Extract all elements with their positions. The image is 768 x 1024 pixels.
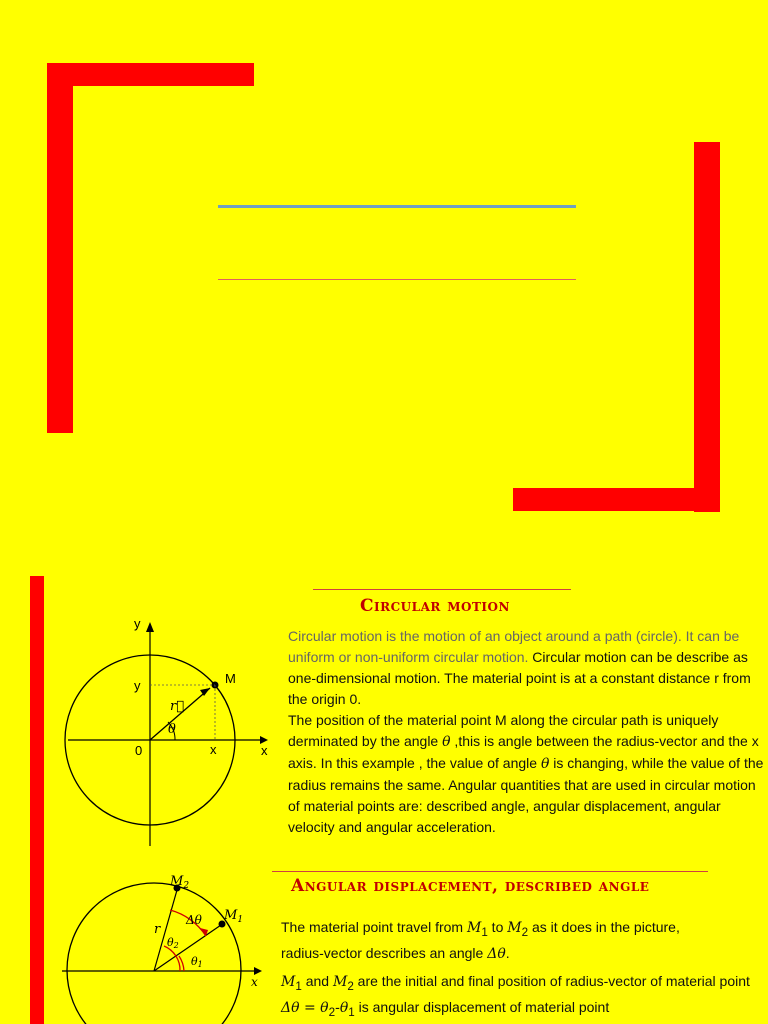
equation-part2: -θ	[335, 999, 349, 1016]
angular-displacement-diagram	[56, 870, 266, 1024]
section2-l3-a: and	[301, 972, 333, 989]
frame-top-left-horizontal	[47, 63, 254, 86]
frame-bottom-right-vertical	[694, 142, 720, 512]
radius-M1	[154, 925, 221, 971]
symbol-M1: M	[466, 920, 482, 936]
label-delta-theta: Δθ	[186, 913, 202, 927]
section2-rule	[272, 871, 708, 872]
y-axis-arrow	[146, 622, 154, 632]
label-y: y	[134, 678, 141, 693]
label-r: r	[154, 922, 161, 937]
section2-l3-b: are the initial and final position of radius-vector of material point	[353, 972, 750, 989]
section2-l4-b: is angular displacement of material point	[354, 998, 610, 1015]
section1-rule	[313, 589, 571, 590]
label-theta2: θ2	[167, 936, 179, 950]
section1-p2-c: is changing, while the value of the radius remains the same. Angular quantities that are used in circular motion of material points are: described angle, angular displacement, angular velocity and angular acceleration.	[288, 755, 764, 835]
label-M2: $M_2$	[170, 874, 190, 891]
label-x-2: x	[251, 975, 258, 989]
section2-l1-c: as it does in the picture,	[528, 919, 680, 935]
label-x: x	[210, 742, 217, 757]
title-rule-blue	[218, 205, 576, 208]
section2-title: Angular displacement, described angle	[291, 876, 650, 896]
theta-symbol: θ	[540, 756, 550, 772]
section2-l1-a: The material point travel from	[281, 919, 467, 935]
symbol-M2-b: M	[332, 973, 348, 990]
label-M: M	[225, 671, 236, 686]
equation-part1: Δθ = θ	[281, 999, 329, 1016]
symbol-M2: M	[507, 920, 522, 936]
sub-2c: 2	[328, 1005, 336, 1019]
section1-p1-black: Circular motion can be describe as one-dimensional motion. The material point is at a constant distance r from the origin 0.	[288, 649, 751, 707]
title-rule-red	[218, 279, 576, 280]
frame-bottom-right-horizontal	[513, 488, 720, 511]
label-theta: θ	[168, 722, 176, 737]
path-circle-2	[67, 883, 244, 1024]
sub-2b: 2	[347, 979, 354, 993]
label-axis-y: y	[134, 616, 141, 631]
sub-1b: 1	[295, 979, 302, 993]
symbol-dtheta: Δθ	[487, 945, 506, 962]
frame-top-left-vertical	[47, 63, 73, 433]
section1-p2-b: ,this is angle between the radius-vector and the x axis. In this example , the value of angle	[288, 733, 759, 771]
sub-2: 2	[521, 925, 529, 939]
section1-p2-a: The position of the material point M along the circular path is uniquely derminated by the angle	[288, 712, 719, 749]
x-axis-arrow-2	[254, 967, 262, 975]
section2-l2-a: radius-vector describes an angle	[281, 944, 488, 961]
sub-1c: 1	[348, 1005, 355, 1019]
sub-1: 1	[481, 925, 488, 939]
section2-l2-b: .	[505, 944, 510, 961]
circular-motion-diagram	[50, 608, 280, 848]
label-axis-x: x	[261, 743, 268, 758]
label-M1: $M_1$	[224, 908, 244, 925]
section1-body	[288, 626, 764, 838]
label-origin: 0	[135, 743, 143, 758]
label-theta1: θ1	[191, 955, 203, 969]
section1-p1-gray: Circular motion is the motion of an object around a path (circle). It can be uniform or non-uniform circular motion.	[288, 628, 740, 665]
theta-symbol: θ	[442, 734, 451, 750]
section1-title: Circular motion	[360, 596, 510, 616]
radius-vector	[150, 688, 210, 740]
symbol-M1-b: M	[281, 973, 296, 990]
section2-body	[281, 917, 766, 1022]
label-r-vector: r⃗	[170, 699, 185, 714]
section2-l1-b: to	[487, 919, 508, 935]
left-side-bar	[30, 576, 44, 1024]
